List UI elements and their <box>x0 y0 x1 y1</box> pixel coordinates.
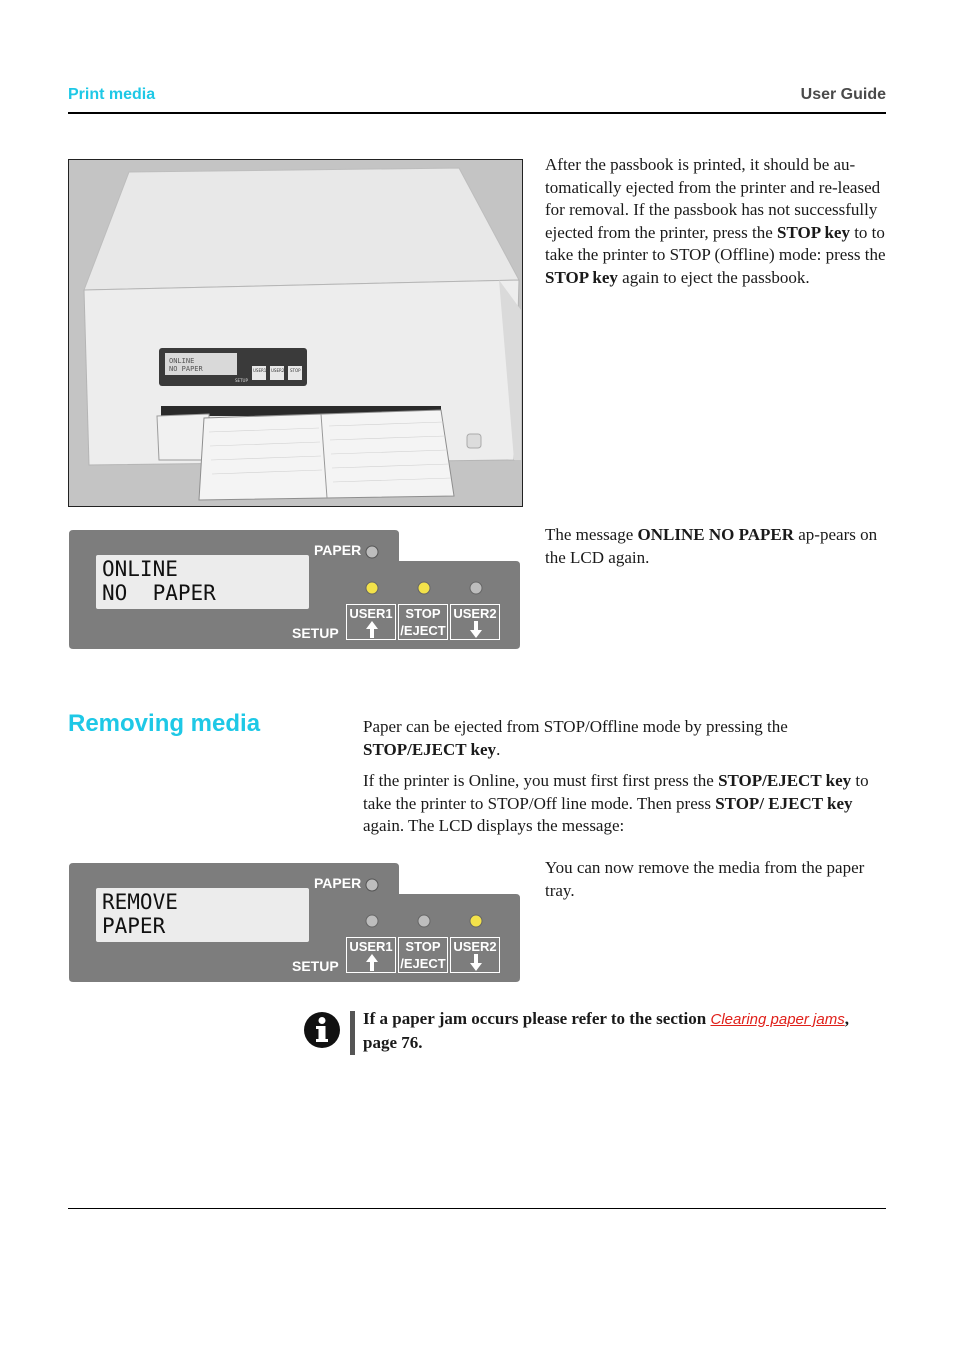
lcd-line-2: NO PAPER <box>102 581 216 605</box>
user2-led <box>470 582 482 594</box>
note-paper-jam: If a paper jam occurs please refer to the section Clearing paper jams, page 76. <box>363 1009 849 1052</box>
user2-key: USER2 <box>450 604 500 640</box>
note-bar <box>350 1011 355 1055</box>
paper-led <box>366 546 378 558</box>
lcd-display <box>96 888 309 942</box>
control-panel-remove-paper <box>69 862 521 983</box>
lcd-display <box>96 555 309 609</box>
setup-label: SETUP <box>292 625 339 641</box>
photo-key-stop: STOP <box>290 368 301 373</box>
user2-led <box>470 915 482 927</box>
user2-key: USER2 <box>450 937 500 973</box>
paper-label: PAPER <box>314 542 362 558</box>
photo-lcd-line1: ONLINE <box>169 357 195 365</box>
clearing-paper-jams-link[interactable]: Clearing paper jams <box>710 1011 845 1028</box>
printer-photo <box>68 159 523 507</box>
photo-key-user2: USER2 <box>271 368 285 373</box>
user1-key: USER1 <box>346 937 396 973</box>
control-panel-online-no-paper <box>69 529 521 650</box>
footer-rule <box>68 1208 886 1209</box>
para-passbook-ejected: After the passbook is printed, it should be au-tomatically ejected from the printer and re-leased for removal. If the passbook has not successfully ejected from the printer, press the STOP key to to take the printer to STOP (Offline) mode: press the STOP key again to eject the passbook. <box>545 155 886 287</box>
lcd-line-2: PAPER <box>102 914 166 938</box>
para-remove-1: Paper can be ejected from STOP/Offline mode by pressing the STOP/EJECT key. <box>363 717 788 759</box>
stop-led <box>418 582 430 594</box>
lcd-line-1: ONLINE <box>102 557 178 581</box>
photo-setup-label: SETUP <box>235 378 248 383</box>
stop-eject-key: STOP /EJECT <box>398 604 448 640</box>
user1-led <box>366 582 378 594</box>
paper-led <box>366 879 378 891</box>
running-header-title: User Guide <box>800 86 886 103</box>
paper-label: PAPER <box>314 875 362 891</box>
info-icon <box>303 1011 341 1049</box>
lcd-line-1: REMOVE <box>102 890 178 914</box>
para-remove-media: You can now remove the media from the paper tray. <box>545 858 865 900</box>
user1-key: USER1 <box>346 604 396 640</box>
photo-key-user1: USER1 <box>253 368 267 373</box>
photo-lcd-line2: NO PAPER <box>169 365 203 373</box>
stop-led <box>418 915 430 927</box>
setup-label: SETUP <box>292 958 339 974</box>
header-rule <box>68 112 886 114</box>
stop-eject-key: STOP /EJECT <box>398 937 448 973</box>
user1-led <box>366 915 378 927</box>
section-heading: Removing media <box>68 710 261 737</box>
para-remove-2: If the printer is Online, you must first first press the STOP/EJECT key to take the printer to STOP/Off line mode. Then press STOP/ EJECT key again. The LCD displays the message: <box>363 771 869 835</box>
running-header-section: Print media <box>68 86 156 103</box>
para-message-online: The message ONLINE NO PAPER ap-pears on the LCD again. <box>545 525 878 567</box>
